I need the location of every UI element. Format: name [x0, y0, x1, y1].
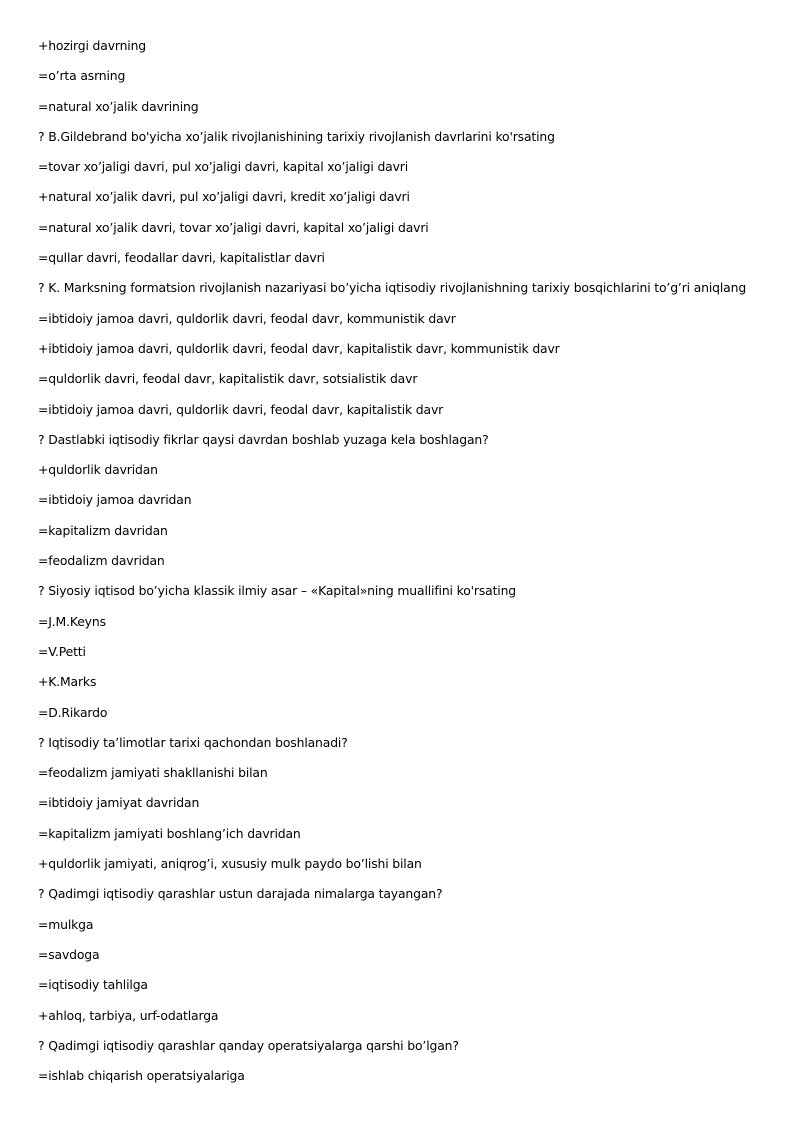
text-line: +ahloq, tarbiya, urf-odatlarga [38, 1007, 219, 1023]
text-line: =o’rta asrning [38, 68, 126, 84]
text-line: =feodalizm jamiyati shakllanishi bilan [38, 765, 268, 781]
question-line: ? Qadimgi iqtisodiy qarashlar ustun darajada nimalarga tayangan? [38, 886, 443, 902]
text-line: =quldorlik davri, feodal davr, kapitalistik davr, sotsialistik davr [38, 371, 418, 387]
text-line: =J.M.Keyns [38, 613, 106, 629]
text-line: =natural xo’jalik davri, tovar xo’jaligi davri, kapital xo’jaligi davri [38, 219, 429, 235]
text-line: =feodalizm davridan [38, 553, 165, 569]
text-line: =kapitalizm davridan [38, 522, 168, 538]
text-line: =D.Rikardo [38, 704, 108, 720]
text-line: =ibtidoiy jamoa davridan [38, 492, 192, 508]
text-line: =iqtisodiy tahlilga [38, 977, 148, 993]
text-line: =kapitalizm jamiyati boshlang’ich davridan [38, 825, 301, 841]
question-line: ? Dastlabki iqtisodiy fikrlar qaysi davrdan boshlab yuzaga kela boshlagan? [38, 431, 489, 447]
text-line: =mulkga [38, 916, 94, 932]
text-line: =savdoga [38, 946, 100, 962]
text-line: =ishlab chiqarish operatsiyalariga [38, 1068, 245, 1084]
question-line: ? Iqtisodiy ta’limotlar tarixi qachondan boshlanadi? [38, 734, 348, 750]
text-line: =ibtidoiy jamiyat davridan [38, 795, 200, 811]
question-line: ? Qadimgi iqtisodiy qarashlar qanday operatsiyalarga qarshi bo’lgan? [38, 1037, 459, 1053]
text-line: =qullar davri, feodallar davri, kapitalistlar davri [38, 250, 325, 266]
text-line: +quldorlik davridan [38, 462, 158, 478]
text-line: +hozirgi davrning [38, 38, 147, 53]
question-line: ? B.Gildebrand bo'yicha xo’jalik rivojlanishining tarixiy rivojlanish davrlarini ko'rsating [38, 128, 555, 144]
text-line: +quldorlik jamiyati, aniqrog’i, xususiy mulk paydo bo’lishi bilan [38, 856, 422, 872]
question-line: ? K. Marksning formatsion rivojlanish nazariyasi bo’yicha iqtisodiy rivojlanishning tarixiy bosqichlarini to’g’ri aniqlang [38, 280, 747, 296]
quiz-text-lines [38, 36, 778, 1096]
question-line: ? Siyosiy iqtisod bo’yicha klassik ilmiy asar – «Kapital»ning muallifini ko'rsating [38, 583, 516, 599]
text-line: +K.Marks [38, 674, 97, 690]
text-line: =ibtidoiy jamoa davri, quldorlik davri, feodal davr, kapitalistik davr [38, 401, 444, 417]
text-line: +ibtidoiy jamoa davri, quldorlik davri, feodal davr, kapitalistik davr, kommunistik davr [38, 340, 560, 356]
text-line: =ibtidoiy jamoa davri, quldorlik davri, feodal davr, kommunistik davr [38, 310, 456, 326]
text-line: =natural xo’jalik davrining [38, 98, 199, 114]
text-line: +natural xo’jalik davri, pul xo’jaligi davri, kredit xo’jaligi davri [38, 189, 410, 205]
text-line: =V.Petti [38, 643, 86, 659]
text-line: =tovar xo’jaligi davri, pul xo’jaligi davri, kapital xo’jaligi davri [38, 159, 409, 175]
